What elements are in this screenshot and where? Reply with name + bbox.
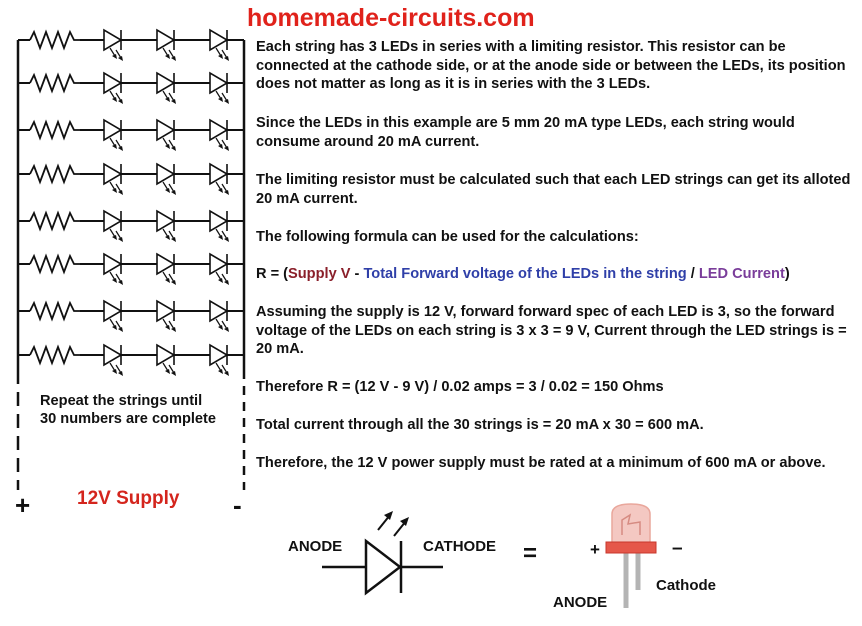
led-symbol-small <box>210 254 229 285</box>
led-symbol-small <box>104 164 123 195</box>
led-symbol-small <box>210 211 229 242</box>
formula-line <box>256 265 856 284</box>
led-strings <box>18 30 244 376</box>
led-photo <box>606 504 656 608</box>
led-symbol-small <box>210 345 229 376</box>
formula-slash: / <box>686 266 699 282</box>
led-string-row <box>18 30 244 61</box>
formula-forward-voltage: Total Forward voltage of the LEDs in the string <box>363 266 687 282</box>
led-string-row <box>18 211 244 242</box>
photo-cathode-label: Cathode <box>656 577 716 594</box>
led-symbol-small <box>210 301 229 332</box>
led-string-row <box>18 164 244 195</box>
led-symbol-small <box>210 73 229 104</box>
positive-terminal-label: + <box>15 490 31 520</box>
paragraph-assumption: Assuming the supply is 12 V, forward forward spec of each LED is 3, so the forward voltage of the LEDs on each string is 3 x 3 = 9 V, Current through the LED strings is = 20 mA. <box>256 304 847 357</box>
negative-terminal-label: - <box>233 490 242 520</box>
repeat-note-line-2: 30 numbers are complete <box>40 411 217 427</box>
equals-sign: = <box>523 540 538 567</box>
led-symbol-small <box>210 120 229 151</box>
led-symbol-small <box>104 254 123 285</box>
photo-anode-label: ANODE <box>553 594 608 611</box>
resistor <box>30 122 80 138</box>
paragraph-total-current: Total current through all the 30 strings is = 20 mA x 30 = 600 mA. <box>256 417 704 433</box>
led-symbol-small <box>157 164 176 195</box>
resistor <box>30 213 80 229</box>
led-symbol-small <box>104 30 123 61</box>
repeat-strings-note <box>40 392 216 428</box>
formula-r: R = ( <box>256 266 289 282</box>
formula-supply-v: Supply V <box>288 266 351 282</box>
paragraph-resistor-result: Therefore R = (12 V - 9 V) / 0.02 amps = 3 / 0.02 = 150 Ohms <box>256 379 664 395</box>
led-symbol-small <box>157 301 176 332</box>
formula-close: ) <box>784 266 790 282</box>
repeat-note-line-1: Repeat the strings until <box>40 393 203 409</box>
led-symbol-small <box>157 345 176 376</box>
led-string-row <box>18 73 244 104</box>
led-string-row <box>18 301 244 332</box>
paragraph-led-current: Since the LEDs in this example are 5 mm 20 mA type LEDs, each string would consume around 20 mA current. <box>256 115 795 150</box>
resistor <box>30 347 80 363</box>
paragraph-limiting-resistor: The limiting resistor must be calculated such that each LED strings can get its alloted 20 mA current. <box>256 172 851 207</box>
resistor <box>30 303 80 319</box>
led-symbol-small <box>104 73 123 104</box>
paragraph-supply-rating: Therefore, the 12 V power supply must be rated at a minimum of 600 mA or above. <box>256 455 826 471</box>
paragraph-series-resistor: Each string has 3 LEDs in series with a limiting resistor. This resistor can be connected at the cathode side, or at the anode side or between the LEDs, its position does not matter as long as it is in series with the 3 LEDs. <box>256 39 846 92</box>
led-symbol-small <box>157 211 176 242</box>
led-string-row <box>18 120 244 151</box>
formula-minus: - <box>350 266 364 282</box>
resistor <box>30 256 80 272</box>
resistor <box>30 166 80 182</box>
led-symbol-small <box>157 120 176 151</box>
photo-minus-sign: – <box>672 538 683 559</box>
symbol-anode-label: ANODE <box>288 538 343 555</box>
led-symbol-small <box>157 73 176 104</box>
led-string-row <box>18 254 244 285</box>
led-symbol-small <box>104 301 123 332</box>
led-symbol-small <box>210 30 229 61</box>
led-string-row <box>18 345 244 376</box>
led-symbol-small <box>104 345 123 376</box>
led-symbol-small <box>157 254 176 285</box>
supply-voltage-label: 12V Supply <box>77 488 180 509</box>
led-symbol-small <box>104 120 123 151</box>
led-symbol-small <box>104 211 123 242</box>
photo-plus-sign: + <box>590 540 600 559</box>
resistor <box>30 32 80 48</box>
symbol-cathode-label: CATHODE <box>423 538 497 555</box>
paragraph-formula-intro: The following formula can be used for the calculations: <box>256 229 639 245</box>
led-symbol-small <box>157 30 176 61</box>
resistor <box>30 75 80 91</box>
led-symbol-small <box>210 164 229 195</box>
formula-led-current: LED Current <box>698 266 785 282</box>
site-title: homemade-circuits.com <box>247 4 535 32</box>
